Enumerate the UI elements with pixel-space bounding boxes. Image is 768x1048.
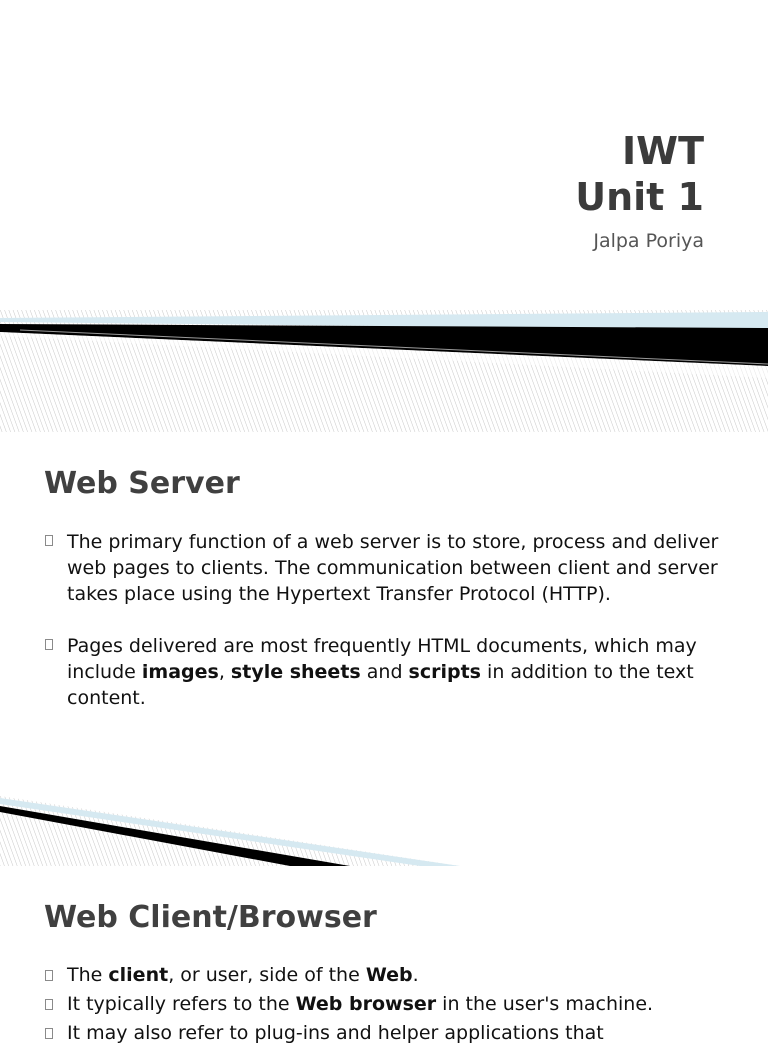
title-slide: [0, 0, 768, 432]
bullet-text-part: in addition to the text content.: [67, 661, 694, 709]
bullet-icon: [45, 535, 53, 546]
slide-heading: Web Server: [44, 466, 240, 501]
title-line-2: Unit 1: [575, 175, 704, 219]
bullet-icon: [45, 970, 53, 981]
bullet-text-part: Pages delivered are most frequently HTML documents, which may include: [67, 635, 697, 683]
bold-term: Web browser: [295, 993, 437, 1015]
bullet-list: [44, 529, 734, 711]
bullet-icon: [45, 999, 53, 1010]
bullet-text-part: The: [67, 964, 109, 986]
decorative-swoosh: [0, 310, 768, 432]
list-item: [44, 990, 734, 1019]
bold-term: client: [108, 964, 169, 986]
bullet-icon: [45, 639, 53, 650]
author-subtitle: Jalpa Poriya: [593, 230, 704, 252]
bullet-text-part: and: [360, 661, 409, 683]
bullet-text: It may also refer to plug-ins and helper applications that: [67, 1022, 604, 1044]
bullet-list: [44, 961, 734, 1048]
decorative-swoosh: [0, 796, 768, 866]
list-item: [44, 529, 734, 607]
bold-term: Web: [365, 964, 413, 986]
list-item: [44, 1019, 734, 1048]
bullet-text: The primary function of a web server is to store, process and deliver web pages to clients. The communication between client and server takes place using the Hypertext Transfer Protocol (HTTP).: [67, 531, 719, 605]
list-item: [44, 961, 734, 990]
bullet-text-part: It typically refers to the: [67, 993, 296, 1015]
bullet-text-part: in the user's machine.: [436, 993, 654, 1015]
bold-term: style sheets: [230, 661, 361, 683]
bullet-text-part: .: [412, 964, 419, 986]
slide-title: [575, 128, 704, 220]
bullet-text-part: , or user, side of the: [168, 964, 366, 986]
bold-term: images: [141, 661, 219, 683]
bullet-icon: [45, 1028, 53, 1039]
slide-heading: Web Client/Browser: [44, 900, 377, 935]
bullet-text-part: ,: [218, 661, 231, 683]
list-item: [44, 633, 734, 711]
bold-term: scripts: [408, 661, 481, 683]
web-client-slide: [0, 866, 768, 1044]
title-line-1: IWT: [622, 129, 704, 173]
